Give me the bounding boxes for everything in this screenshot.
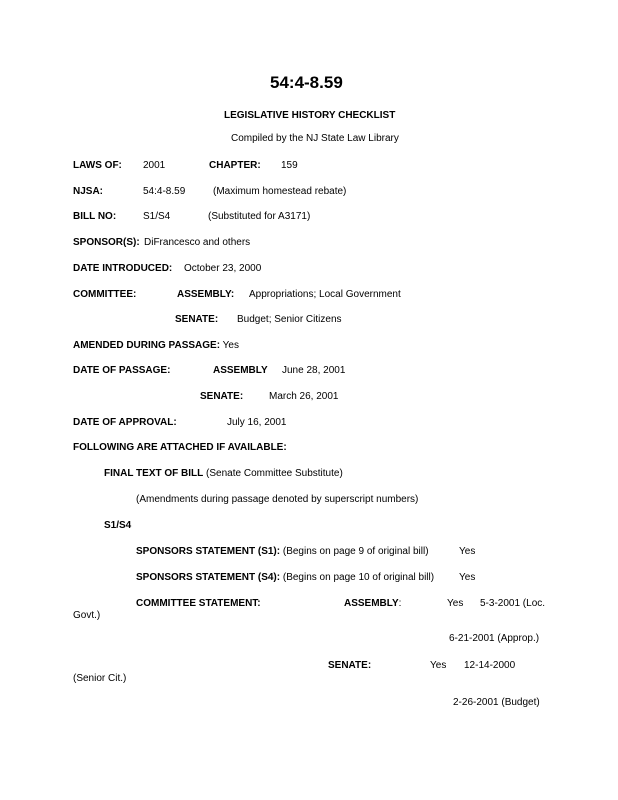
bill-no-label: BILL NO:: [73, 211, 117, 222]
passage-assembly-label: ASSEMBLY: [213, 365, 268, 376]
sponsor-statement-s4-label: SPONSORS STATEMENT (S4):: [136, 572, 281, 583]
bill-no-note: (Substituted for A3171): [208, 211, 311, 222]
compiled-by: Compiled by the NJ State Law Library: [231, 133, 399, 144]
committee-statement-assembly-date1: 5-3-2001 (Loc.: [480, 598, 546, 609]
sponsor-statement-s4-value: Yes: [459, 572, 476, 583]
laws-of-value: 2001: [143, 160, 166, 171]
final-text-note: (Senate Committee Substitute): [206, 468, 343, 479]
committee-statement-senate-value: Yes: [430, 660, 447, 671]
committee-statement-label: COMMITTEE STATEMENT:: [136, 598, 261, 609]
njsa-label: NJSA:: [73, 186, 104, 197]
sponsor-statement-s4-note: (Begins on page 10 of original bill): [282, 572, 435, 583]
page-title: 54:4-8.59: [270, 73, 343, 92]
amended-row: [73, 340, 239, 351]
date-introduced-value: October 23, 2000: [184, 263, 262, 274]
njsa-value: 54:4-8.59: [143, 186, 186, 197]
chapter-value: 159: [281, 160, 298, 171]
date-of-passage-label: DATE OF PASSAGE:: [73, 365, 171, 376]
amendments-note: (Amendments during passage denoted by superscript numbers): [136, 494, 419, 505]
attached-heading: FOLLOWING ARE ATTACHED IF AVAILABLE:: [73, 442, 287, 453]
sponsor-statement-s1-value: Yes: [459, 546, 476, 557]
committee-statement-assembly-value: Yes: [447, 598, 464, 609]
njsa-note: (Maximum homestead rebate): [213, 186, 347, 197]
final-text-label: FINAL TEXT OF BILL: [104, 468, 204, 479]
committee-statement-senate-date1: 12-14-2000: [464, 660, 516, 671]
committee-statement-assembly-colon: :: [398, 598, 402, 609]
committee-senate-label: SENATE:: [175, 314, 219, 325]
date-of-approval-label: DATE OF APPROVAL:: [73, 417, 177, 428]
amended-value: Yes: [222, 340, 239, 351]
committee-statement-senate-label: SENATE:: [328, 660, 372, 671]
sponsors-value: DiFrancesco and others: [144, 237, 251, 248]
committee-senate-value: Budget; Senior Citizens: [237, 314, 342, 325]
committee-assembly-label: ASSEMBLY:: [177, 289, 235, 300]
sponsor-statement-s1-label: SPONSORS STATEMENT (S1):: [136, 546, 281, 557]
date-introduced-label: DATE INTRODUCED:: [73, 263, 173, 274]
committee-statement-senate-date1-cont: (Senior Cit.): [73, 673, 127, 684]
committee-statement-assembly-label: ASSEMBLY: [344, 598, 399, 609]
committee-statement-assembly: [344, 598, 401, 609]
sponsors-label: SPONSOR(S):: [73, 237, 140, 248]
final-text-row: [104, 468, 343, 479]
date-of-approval-value: July 16, 2001: [227, 417, 287, 428]
passage-assembly-value: June 28, 2001: [282, 365, 346, 376]
sponsor-statement-s1-note: (Begins on page 9 of original bill): [282, 546, 429, 557]
sponsor-statement-s4-row: [136, 572, 434, 583]
passage-senate-value: March 26, 2001: [269, 391, 339, 402]
committee-label: COMMITTEE:: [73, 289, 137, 300]
page-subtitle: LEGISLATIVE HISTORY CHECKLIST: [224, 110, 396, 121]
committee-statement-assembly-date1-cont: Govt.): [73, 610, 101, 621]
bill-section-heading: S1/S4: [104, 520, 132, 531]
bill-no-value: S1/S4: [143, 211, 171, 222]
committee-statement-assembly-date2: 6-21-2001 (Approp.): [449, 633, 540, 644]
chapter-label: CHAPTER:: [209, 160, 261, 171]
laws-of-label: LAWS OF:: [73, 160, 122, 171]
committee-statement-senate-date2: 2-26-2001 (Budget): [453, 697, 540, 708]
amended-label: AMENDED DURING PASSAGE:: [73, 340, 221, 351]
sponsor-statement-s1-row: [136, 546, 429, 557]
committee-assembly-value: Appropriations; Local Government: [249, 289, 401, 300]
passage-senate-label: SENATE:: [200, 391, 244, 402]
